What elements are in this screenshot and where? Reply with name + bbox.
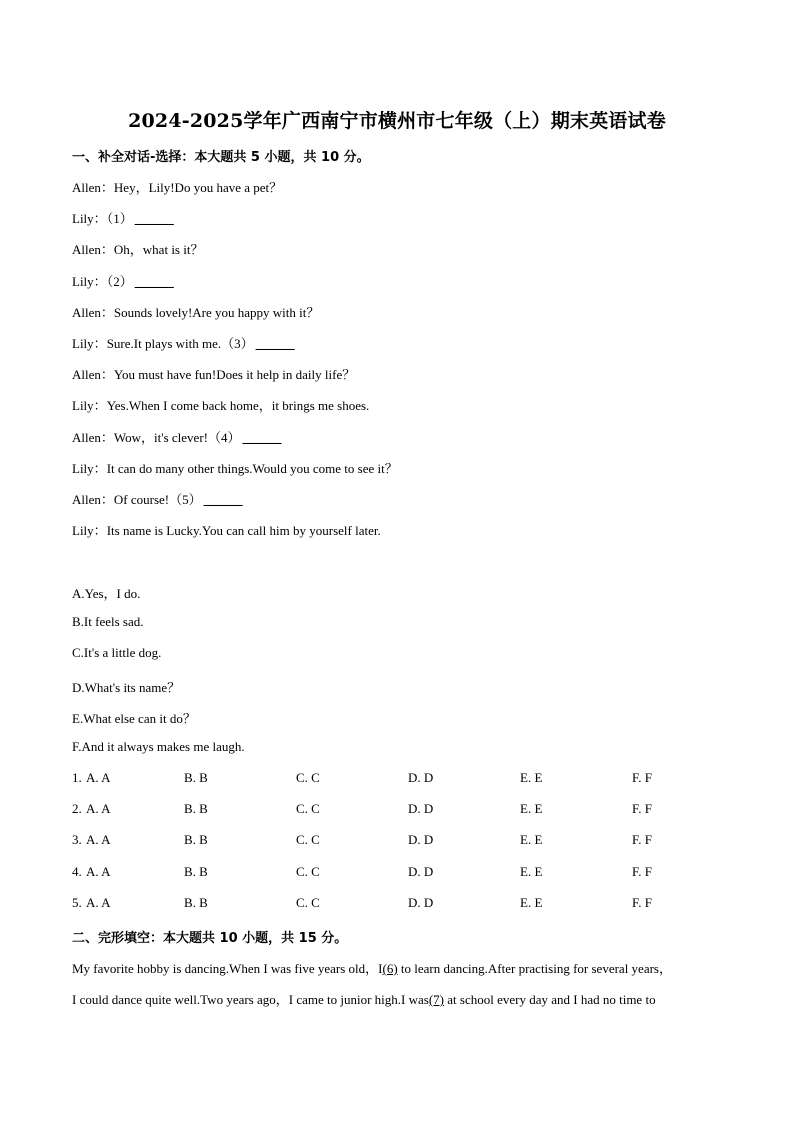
- section-2-heading: 二、完形填空：本大题共 10 小题，共 15 分。: [72, 931, 348, 946]
- answer-blank[interactable]: ______: [134, 211, 174, 227]
- answer-choice[interactable]: B. B: [184, 863, 208, 879]
- passage-line-2: [72, 989, 656, 1008]
- dialogue-line: [72, 364, 355, 383]
- answer-choice[interactable]: B. B: [184, 770, 208, 785]
- dialogue-line: [72, 458, 398, 477]
- answer-choice[interactable]: A. A: [86, 863, 111, 879]
- speaker-name: Lily ：: [72, 461, 107, 476]
- passage-line-1: [72, 958, 672, 977]
- answer-choice[interactable]: F. F: [632, 832, 652, 848]
- answer-choice[interactable]: E. E: [520, 801, 543, 817]
- option-item: F.And it always makes me laugh.: [72, 739, 245, 754]
- answer-choice[interactable]: A. A: [86, 770, 111, 785]
- passage-text: at school every day and I had no time to: [444, 992, 656, 1007]
- dialogue-line: [72, 427, 281, 446]
- speaker-name: Allen ：: [72, 242, 114, 257]
- dialogue-text: Sure.It plays with me.（3）: [106, 336, 254, 351]
- blank-marker-6: (6): [382, 961, 398, 976]
- passage-text: My favorite hobby is dancing.When I was five years old，I: [72, 961, 383, 976]
- speaker-name: Lily ：: [72, 523, 107, 538]
- speaker-name: Lily ：: [72, 211, 107, 226]
- question-number: 5.: [72, 894, 82, 910]
- option-item: E.What else can it do？: [72, 710, 196, 726]
- exam-title: 2024-2025学年广西南宁市横州市七年级（上）期末英语试卷: [128, 110, 666, 132]
- dialogue-text: Sounds lovely!Are you happy with it？: [113, 304, 320, 320]
- answer-choice[interactable]: A. A: [86, 894, 111, 910]
- answer-choice[interactable]: F. F: [632, 863, 652, 879]
- dialogue-line: [72, 208, 174, 227]
- answer-choice[interactable]: C. C: [296, 770, 320, 785]
- answer-choice[interactable]: E. E: [520, 863, 543, 879]
- answer-blank[interactable]: ______: [255, 336, 295, 351]
- option-item: A.Yes，I do.: [72, 586, 141, 601]
- answer-choice[interactable]: C. C: [296, 863, 320, 879]
- answer-choice[interactable]: A. A: [86, 801, 111, 817]
- dialogue-line: [72, 333, 295, 352]
- blank-marker-7: (7): [428, 992, 445, 1007]
- question-number: 4.: [72, 863, 82, 879]
- answer-choice[interactable]: D. D: [408, 770, 434, 785]
- speaker-name: Allen ：: [72, 180, 114, 195]
- speaker-name: Lily ：: [72, 398, 107, 413]
- dialogue-line: [72, 395, 369, 414]
- passage-text: I could dance quite well.Two years ago，I came to junior high.I was: [72, 992, 429, 1007]
- answer-choice[interactable]: B. B: [184, 801, 208, 817]
- dialogue-line: [72, 489, 243, 508]
- answer-choice[interactable]: F. F: [632, 894, 652, 910]
- dialogue-text: Yes.When I come back home，it brings me shoes.: [106, 398, 370, 414]
- dialogue-text: You must have fun!Does it help in daily life？: [113, 367, 356, 383]
- answer-choice[interactable]: B. B: [184, 832, 208, 848]
- answer-row: [72, 895, 712, 913]
- answer-row: [72, 801, 712, 819]
- speaker-name: Lily ：: [72, 274, 107, 289]
- dialogue-line: [72, 239, 203, 258]
- answer-choice[interactable]: C. C: [296, 832, 320, 848]
- answer-choice[interactable]: A. A: [86, 832, 111, 848]
- dialogue-text: Its name is Lucky.You can call him by yourself later.: [106, 523, 381, 539]
- option-item: C.It's a little dog.: [72, 645, 162, 661]
- answer-choice[interactable]: E. E: [520, 832, 543, 848]
- question-number: 2.: [72, 801, 82, 817]
- answer-row: [72, 770, 712, 788]
- option-item: B.It feels sad.: [72, 614, 144, 630]
- answer-choice[interactable]: F. F: [632, 770, 652, 785]
- answer-choice[interactable]: F. F: [632, 801, 652, 817]
- speaker-name: Allen ：: [72, 367, 114, 382]
- answer-choice[interactable]: D. D: [408, 863, 434, 879]
- section-1-heading: 一、补全对话-选择：本大题共 5 小题，共 10 分。: [72, 150, 370, 165]
- passage-text: to learn dancing.After practising for several years，: [397, 961, 672, 976]
- answer-blank[interactable]: ______: [242, 429, 282, 445]
- dialogue-text: （1）: [106, 211, 133, 227]
- answer-choice[interactable]: E. E: [520, 894, 543, 910]
- answer-choice[interactable]: D. D: [408, 894, 434, 910]
- question-number: 3.: [72, 832, 82, 848]
- dialogue-text: Oh，what is it？: [113, 242, 204, 258]
- question-number: 1.: [72, 770, 82, 785]
- answer-blank[interactable]: ______: [203, 492, 243, 507]
- answer-choice[interactable]: E. E: [520, 770, 543, 785]
- answer-choice[interactable]: C. C: [296, 894, 320, 910]
- answer-row: [72, 832, 712, 850]
- answer-choice[interactable]: C. C: [296, 801, 320, 817]
- answer-choice[interactable]: B. B: [184, 894, 208, 910]
- dialogue-text: Wow，it's clever!（4）: [113, 429, 241, 445]
- dialogue-text: Hey，Lily!Do you have a pet？: [113, 180, 283, 195]
- dialogue-line: [72, 520, 381, 539]
- dialogue-text: It can do many other things.Would you come to see it？: [106, 460, 398, 476]
- speaker-name: Allen ：: [72, 492, 114, 507]
- answer-row: [72, 864, 712, 882]
- answer-choice[interactable]: D. D: [408, 801, 434, 817]
- speaker-name: Allen ：: [72, 430, 114, 445]
- option-item: D.What's its name？: [72, 679, 181, 695]
- speaker-name: Allen ：: [72, 305, 114, 320]
- dialogue-line: [72, 177, 282, 196]
- dialogue-line: [72, 271, 174, 290]
- dialogue-text: Of course!（5）: [113, 492, 202, 507]
- answer-choice[interactable]: D. D: [408, 832, 434, 848]
- dialogue-line: [72, 302, 319, 321]
- dialogue-text: （2）: [106, 273, 133, 289]
- speaker-name: Lily ：: [72, 336, 107, 351]
- answer-blank[interactable]: ______: [134, 273, 174, 289]
